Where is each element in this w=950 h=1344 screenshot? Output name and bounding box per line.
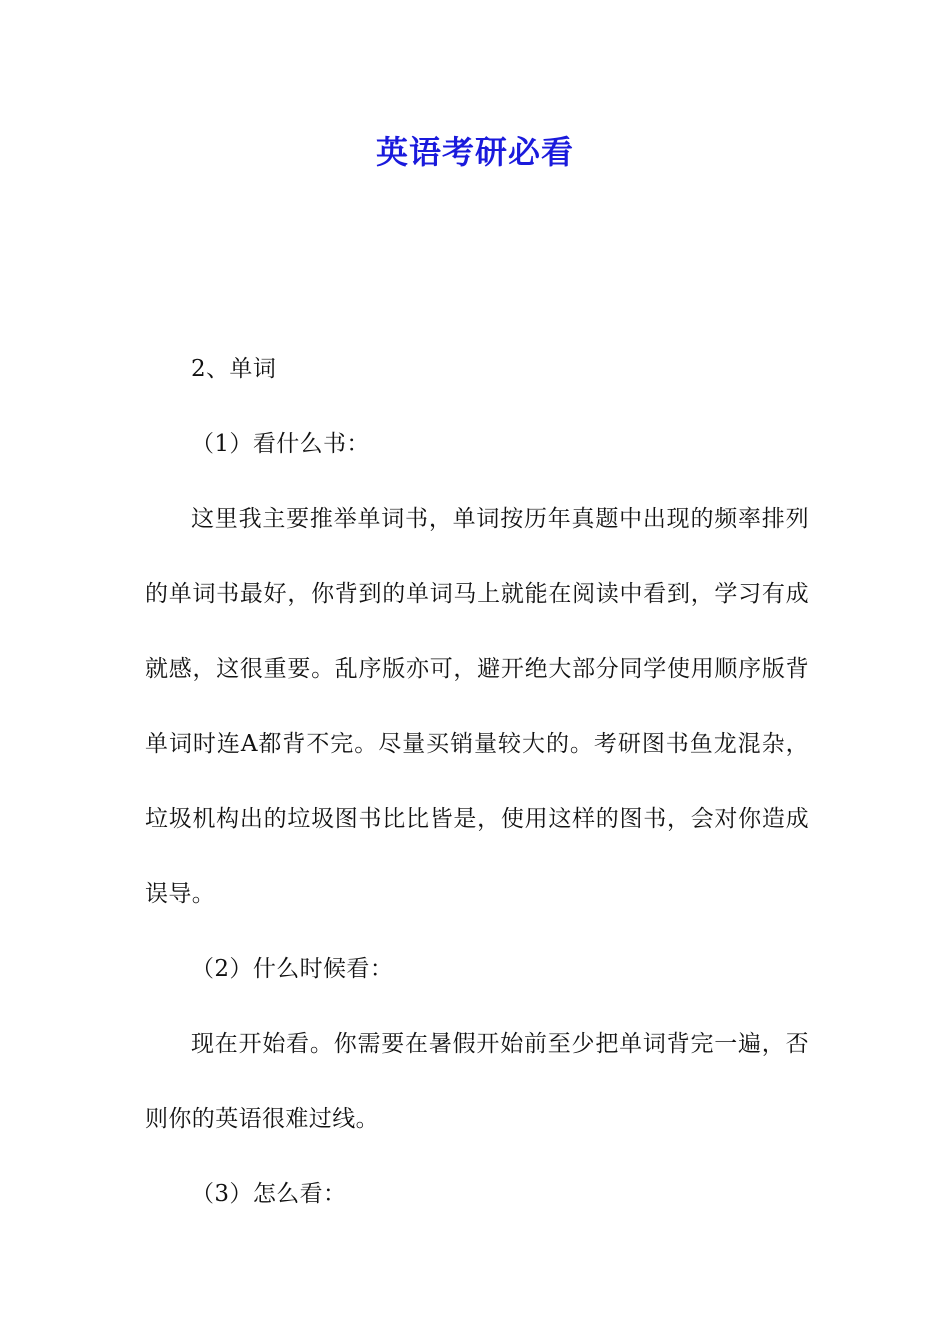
section-heading-words: 2、单词 [191,356,277,382]
subheading-what-books: （1）看什么书： [191,431,370,457]
document-body [145,332,809,1232]
subheading-when-to-read: （2）什么时候看： [191,956,394,982]
paragraph-start-now: 现在开始看。你需要在暑假开始前至少把单词背完一遍，否则你的英语很难过线。 [145,1031,809,1132]
paragraph-book-recommendation: 这里我主要推举单词书，单词按历年真题中出现的频率排列的单词书最好，你背到的单词马上就能在阅读中看到，学习有成就感，这很重要。乱序版亦可，避开绝大部分同学使用顺序版背单词时连A都背不完。尽量买销量较大的。考研图书鱼龙混杂，垃圾机构出的垃圾图书比比皆是，使用这样的图书，会对你造成误导。 [145,506,809,907]
subheading-how-to-read: （3）怎么看： [191,1181,347,1207]
document-title: 英语考研必看 [375,133,574,171]
